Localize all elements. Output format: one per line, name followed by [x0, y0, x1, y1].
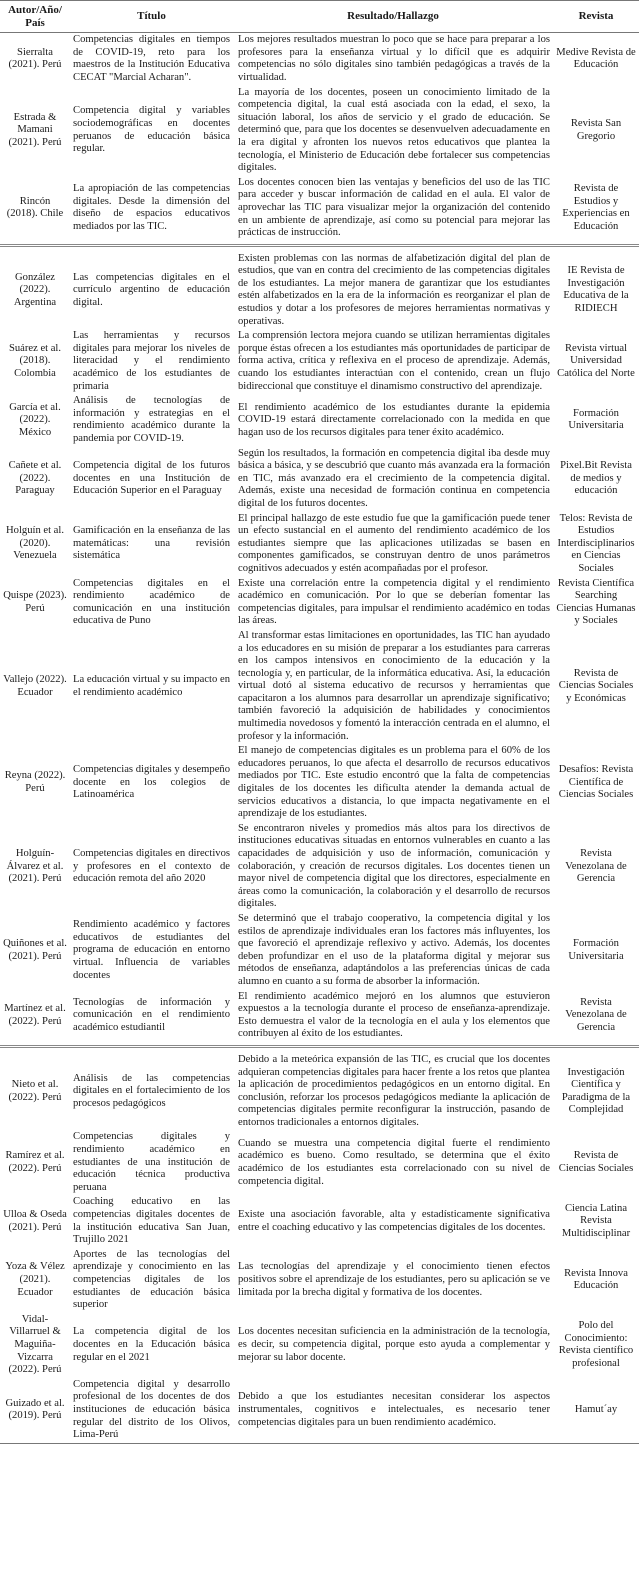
cell-titulo: Competencias digitales y desempeño docente en los colegios de Latinoamérica: [73, 764, 230, 801]
cell-revista: Revista Científica Searching Ciencias Humanas y Sociales: [556, 577, 636, 627]
table-row: [0, 329, 639, 394]
cell-titulo: Tecnologías de información y comunicación en el rendimiento académico estudiantil: [70, 990, 233, 1047]
table-row: [0, 577, 639, 629]
cell-autor: García et al. (2022). México: [9, 401, 61, 438]
cell-revista: Investigación Científica y Paradigma de la Complejidad: [561, 1066, 631, 1116]
cell-revista: Revista San Gregorio: [570, 118, 622, 142]
cell-revista: IE Revista de Investigación Educativa de la RIDIECH: [563, 265, 629, 315]
cell-revista: Revista de Estudios y Experiencias en Educación: [553, 176, 639, 245]
cell-titulo: Rendimiento académico y factores educativos de estudiantes del programa de educación en entorno virtual. Influencia de variables docentes: [73, 919, 230, 981]
cell-resultado: Al transformar estas limitaciones en oportunidades, las TIC han ayudado a los educadores en su misión de preparar a los estudiantes para carreras en los campos intensivos en conocimiento de la educación y la tecnología y, en particular, de la informática educativa. Así, la educación virtual dotó al sistema educativo de recursos y herramientas que capacitaron a los alumnos para desarrollar un aprendizaje significativo; también favoreció la adquisición de habilidades y conocimientos multimedia novedosos y fomentó la interacción centrada en el alumno, el profesor y la información.: [238, 629, 550, 742]
cell-revista: Formación Universitaria: [568, 407, 624, 432]
cell-titulo: Coaching educativo en las competencias digitales docentes de la institución educativa San Juan, Trujillo 2021: [73, 1196, 230, 1246]
header-titulo: Título: [70, 1, 233, 33]
cell-resultado: Existe una asociación favorable, alta y estadísticamente significativa entre el coaching educativo y las competencias digitales de los docentes.: [238, 1209, 550, 1233]
cell-revista: Ciencia Latina Revista Multidisciplinar: [561, 1202, 631, 1239]
cell-autor: Yoza & Vélez (2021). Ecuador: [5, 1261, 65, 1298]
cell-titulo: Competencia digital de los futuros docentes en una Institución de Educación Superior en el Paraguay: [73, 460, 230, 497]
cell-autor: Rincón (2018). Chile: [0, 176, 70, 245]
cell-autor: Holguín-Álvarez et al. (2021). Perú: [6, 848, 64, 885]
table-row: [0, 1248, 639, 1313]
table-row: [0, 1046, 639, 1130]
cell-autor: Vallejo (2022). Ecuador: [3, 673, 67, 698]
cell-revista: Polo del Conocimiento: Revista científico profesional: [558, 1320, 634, 1369]
cell-titulo: Las herramientas y recursos digitales para mejorar los niveles de literacidad y el rendimiento académico de los estudiantes de primaria: [73, 330, 230, 392]
table-row: [0, 176, 639, 245]
cell-autor: Vidal-Villarruel & Maguiña-Vizcarra (2022). Perú: [8, 1313, 62, 1376]
table-row: [0, 447, 639, 512]
cell-resultado: Debido a que los estudiantes necesitan considerar los aspectos instrumentales, cognitivos e intelectuales, es necesario tener competencias digitales para un buen rendimiento académico.: [233, 1378, 553, 1443]
table-row: [0, 86, 639, 176]
cell-titulo: Análisis de las competencias digitales en el fortalecimiento de los procesos pedagógicos: [73, 1072, 230, 1109]
cell-resultado: Los mejores resultados muestran lo poco que se hace para preparar a los profesores para la enseñanza virtual y lo difícil que es adquirir competencias no sólo digitales sino también pedagógicas a través de la virtualidad.: [238, 34, 550, 83]
header-resultado: Resultado/Hallazgo: [233, 1, 553, 33]
table-row: [0, 912, 639, 990]
table-row: [0, 990, 639, 1047]
table-row: [0, 33, 639, 86]
table-row: [0, 822, 639, 912]
cell-autor: Ulloa & Oseda (2021). Perú: [3, 1209, 67, 1233]
cell-titulo: Aportes de las tecnologías del aprendizaje y conocimiento en las competencias digitales de los estudiantes de educación básica superior: [73, 1248, 230, 1311]
table-row: [0, 1130, 639, 1195]
cell-titulo: Competencias digitales en el rendimiento académico de comunicación en una institución educativa de Puno: [73, 577, 230, 627]
cell-autor: Holguín et al. (2020). Venezuela: [6, 525, 64, 562]
cell-revista: Pixel.Bit Revista de medios y educación: [560, 460, 632, 497]
table-row: [0, 1378, 639, 1443]
cell-titulo: Competencias digitales en directivos y profesores en el contexto de educación remota del año 2020: [73, 848, 230, 885]
cell-titulo: La educación virtual y su impacto en el rendimiento académico: [73, 673, 230, 698]
cell-resultado: Las tecnologías del aprendizaje y el conocimiento tienen efectos positivos sobre el aprendizaje de los estudiantes, pero su aplicación se ve limitada por la brecha digital y formativa de los docentes.: [238, 1261, 550, 1298]
cell-resultado: Cuando se muestra una competencia digital fuerte el rendimiento académico es bueno. Como resultado, se determina que el éxito académico de los estudiantes esta correlacionado con su nivel de competencia digital.: [238, 1137, 550, 1187]
cell-resultado: Debido a la meteórica expansión de las TIC, es crucial que los docentes adquieran competencias digitales para hacer frente a los retos que plantea la aplicación de procedimientos pedagógicos en un entorno digital. En conclusión, reforzar los procesos pedagógicos mediante la aplicación de competencias digitales permite reconfigurar la instrucción, pasando de entornos tradicionales a entornos digitales.: [238, 1053, 550, 1128]
cell-revista: Formación Universitaria: [568, 938, 624, 962]
cell-titulo: Competencias digitales en tiempos de COVID-19, reto para los maestros de la Institución Educativa CECAT "Marcial Acharan".: [73, 34, 230, 83]
cell-autor: Sierralta (2021). Perú: [8, 46, 62, 71]
cell-autor: Quispe (2023). Perú: [3, 590, 67, 614]
cell-revista: Hamut´ay: [553, 1378, 639, 1443]
header-autor: Autor/Año/ País: [0, 1, 70, 33]
cell-revista: Medive Revista de Educación: [556, 46, 636, 71]
cell-resultado: Los docentes necesitan suficiencia en la administración de la tecnología, es decir, su competencia digital, porque esto ayuda a complementar y mejorar su labor docente.: [238, 1326, 550, 1363]
table-row: [0, 744, 639, 822]
table-row: [0, 245, 639, 329]
cell-revista: Revista Venezolana de Gerencia: [565, 848, 627, 885]
cell-revista: Revista Venezolana de Gerencia: [553, 990, 639, 1047]
table-row: [0, 1195, 639, 1247]
cell-titulo: Análisis de tecnologías de información y estrategias en el rendimiento académico durante la pandemia por COVID-19.: [73, 395, 230, 444]
cell-resultado: El rendimiento académico mejoró en los alumnos que estuvieron expuestos a la tecnología durante el proceso de enseñanza-aprendizaje. Esto demuestra el valor de la tecnología en el aula y los elementos que contribuyen al éxito de los estudiantes.: [233, 990, 553, 1047]
cell-autor: Estrada & Mamani (2021). Perú: [8, 111, 62, 148]
cell-resultado: El rendimiento académico de los estudiantes durante la epidemia COVID-19 estará directamente correlacionado con la medida en que hagan uso de los recursos digitales para tener éxito académico.: [238, 401, 550, 438]
header-row: [0, 1, 639, 33]
cell-revista: Revista de Ciencias Sociales: [558, 1150, 634, 1174]
cell-autor: Guizado et al. (2019). Perú: [0, 1378, 70, 1443]
cell-resultado: Los docentes conocen bien las ventajas y beneficios del uso de las TIC para acceder y buscar información de calidad en el aula. El valor de aprovechar las TIC para visualizar mejor la organización del contenido en un ambiente de aprendizaje, así como su potencial para mejorar las prácticas de instrucción.: [233, 176, 553, 245]
cell-revista: Desafíos: Revista Científica de Ciencias Sociales: [558, 764, 634, 801]
cell-resultado: Se encontraron niveles y promedios más altos para los directivos de instituciones educativas situadas en entornos vulnerables en cuanto a las capacidades de adquisición y uso de información, comunicación y colaboración, y creación de recursos digitales. Los docentes tienen un mayor nivel de competencia digital que los directores, especialmente en áreas como la comunicación, la colaboración y el desarrollo de recursos digitales.: [238, 822, 550, 910]
cell-autor: González (2022). Argentina: [13, 271, 57, 308]
cell-autor: Nieto et al. (2022). Perú: [8, 1079, 62, 1103]
cell-titulo: La apropiación de las competencias digitales. Desde la dimensión del diseño de espacios educativos mediados por las TIC.: [70, 176, 233, 245]
cell-resultado: Existe una correlación entre la competencia digital y el rendimiento académico en comunicación. Por lo que se deberían fomentar las competencias digitales, para impulsar el rendimiento académico en todas las áreas.: [238, 577, 550, 627]
cell-resultado: Se determinó que el trabajo cooperativo, la competencia digital y los estilos de aprendizaje individuales eran los factores más influyentes, los que favoreció el aprendizaje reflexivo y activo. Además, los docentes deben profundizar en el uso de la plataforma digital y mejorar sus métodos de enseñanza, adaptándolos a las preferencias únicas de cada alumno en cuanto a su forma de absorber la información.: [238, 912, 550, 987]
cell-titulo: Las competencias digitales en el currículo argentino de educación digital.: [73, 271, 230, 308]
cell-autor: Reyna (2022). Perú: [4, 770, 66, 795]
table-row: [0, 394, 639, 446]
cell-resultado: La comprensión lectora mejora cuando se utilizan herramientas digitales porque éstas ofrecen a los estudiantes más oportunidades de participar de forma activa, crítica y reflexiva en el proceso de aprendizaje. Además, cuando los estudiantes interactúan con el contenido, crean un flujo bidireccional que constituye el dinamismo constructivo del aprendizaje.: [238, 330, 550, 392]
cell-autor: Suárez et al. (2018). Colombia: [8, 342, 62, 380]
cell-resultado: El manejo de competencias digitales es un problema para el 60% de los educadores peruanos, lo que afecta el desarrollo de recursos educativos mediados por TIC. Este estudio encontró que la falta de competencias digitales de los docentes les dificulta atender la demanda actual de servicios educativos a distancia, lo que impacta negativamente en el aprendizaje de los estudiantes.: [238, 745, 550, 820]
cell-revista: Revista virtual Universidad Católica del Norte: [557, 342, 635, 380]
cell-titulo: Competencia digital y desarrollo profesional de los docentes de dos instituciones de educación básica regular del distrito de los Olivos, Lima-Perú: [70, 1378, 233, 1443]
cell-titulo: La competencia digital de los docentes en la Educación básica regular en el 2021: [73, 1326, 230, 1363]
cell-revista: Revista de Ciencias Sociales y Económicas: [558, 667, 634, 704]
cell-resultado: Existen problemas con las normas de alfabetización digital del plan de estudios, que van en contra del crecimiento de las competencias digitales de los estudiantes. La mejor manera de garantizar que los estudiantes estén alfabetizados en la era de la información es reorganizar el plan de estudios y dotar a los profesores de mejores herramientas normativas y operativas.: [238, 252, 550, 327]
cell-titulo: Competencia digital y variables sociodemográficas en docentes peruanos de educación básica regular.: [73, 105, 230, 155]
cell-revista: Revista Innova Educación: [564, 1267, 628, 1292]
cell-resultado: La mayoría de los docentes, poseen un conocimiento limitado de la competencia digital, la cual está asociada con la edad, el sexo, la situación laboral, los años de servicio y el grado de educación. Se determinó que, para que los docentes se desenvuelven adecuadamente en la era digital y afronten los nuevos retos educativos que plantea la tecnología, el Ministerio de Educación debe fortalecer sus competencias digitales.: [238, 86, 550, 174]
table-row: [0, 1313, 639, 1378]
header-revista: Revista: [553, 1, 639, 33]
cell-resultado: El principal hallazgo de este estudio fue que la gamificación puede tener un efecto sustancial en el aumento del rendimiento académico de los estudiantes siempre que las aplicaciones utilizadas se basen en componentes gamificados, se construyan dentro de unos parámetros cognitivos adecuados y estén acompañadas por el profesor.: [238, 512, 550, 574]
table-row: [0, 629, 639, 744]
cell-titulo: Competencias digitales y rendimiento académico en estudiantes de una institución de educación técnica productiva peruana: [73, 1131, 230, 1193]
cell-autor: Martínez et al. (2022). Perú: [0, 990, 70, 1047]
cell-resultado: Según los resultados, la formación en competencia digital iba desde muy básica a básica, y se descubrió que cuanto más avanzada era la formación en TIC, más avanzado era el crecimiento de la competencia digital. Además, existe una necesidad de formación continua en competencia digital de los futuros docentes.: [238, 447, 550, 509]
cell-autor: Quiñones et al. (2021). Perú: [3, 938, 67, 962]
cell-autor: Ramírez et al. (2022). Perú: [5, 1150, 65, 1174]
cell-revista: Telos: Revista de Estudios Interdisciplinarios en Ciencias Sociales: [557, 512, 635, 574]
table-row: [0, 512, 639, 577]
cell-autor: Cañete et al. (2022). Paraguay: [8, 460, 62, 497]
cell-titulo: Gamificación en la enseñanza de las matemáticas: una revisión sistemática: [73, 525, 230, 562]
